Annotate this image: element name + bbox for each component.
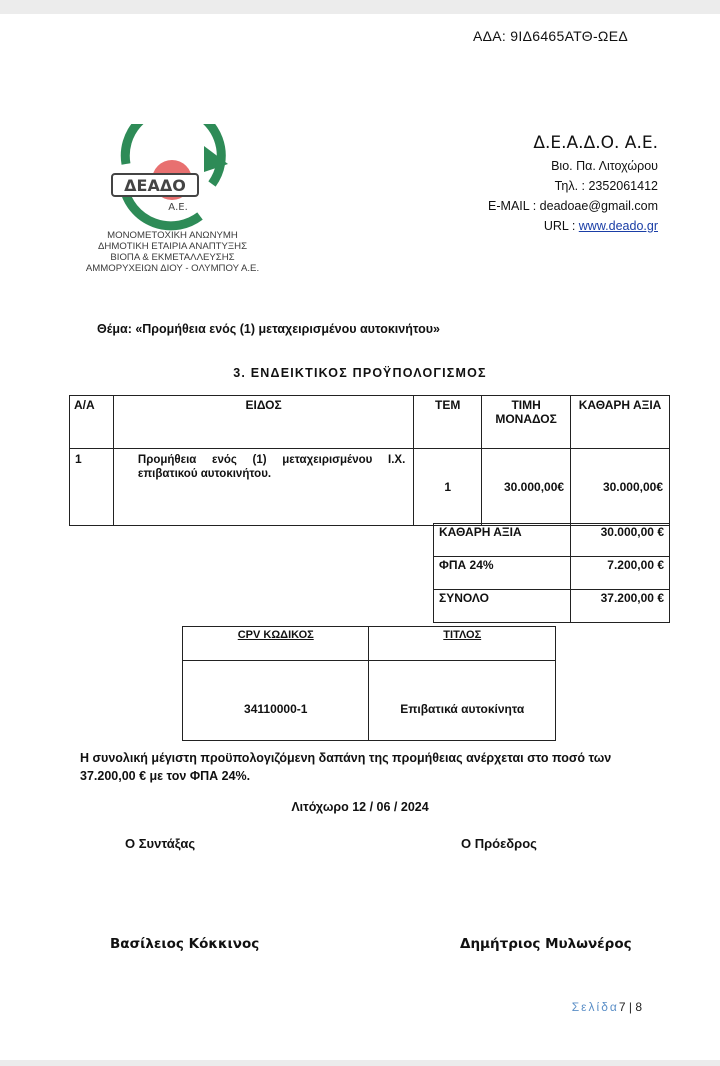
company-url-link[interactable]: www.deado.gr bbox=[578, 219, 658, 233]
table-row bbox=[183, 661, 556, 741]
totals-table bbox=[433, 523, 670, 623]
company-address: Βιο. Πα. Λιτοχώρου bbox=[551, 159, 658, 173]
header-item: ΕΙΔΟΣ bbox=[113, 396, 413, 449]
total-value: 37.200,00 € bbox=[571, 590, 670, 623]
signature-name-left: Βασίλειος Κόκκινος bbox=[110, 936, 260, 952]
total-value: 7.200,00 € bbox=[571, 557, 670, 590]
section-title: 3. ΕΝΔΕΙΚΤΙΚΟΣ ΠΡΟΫΠΟΛΟΓΙΣΜΟΣ bbox=[233, 366, 487, 380]
cpv-header-code: CPV ΚΩΔΙΚΟΣ bbox=[183, 627, 369, 661]
logo-subtitle: ΜΟΝΟΜΕΤΟΧΙΚΗ ΑΝΩΝΥΜΗ ΔΗΜΟΤΙΚΗ ΕΤΑΙΡΙΑ ΑΝΑΠΤΥΞΗΣ ΒΙΟΠΑ & ΕΚΜΕΤΑΛΛΕΥΣΗΣ ΑΜΜΟΡΥΧΕΙΩΝ ΔΙΟΥ - ΟΛΥΜΠΟΥ Α.Ε. bbox=[85, 230, 260, 274]
cpv-code: 34110000-1 bbox=[183, 661, 369, 741]
budget-table-header bbox=[70, 396, 670, 449]
cpv-table-header bbox=[183, 627, 556, 661]
company-tel: Τηλ. : 2352061412 bbox=[554, 179, 658, 193]
header-aa: Α/Α bbox=[70, 396, 114, 449]
company-name: Δ.Ε.Α.Δ.Ο. Α.Ε. bbox=[533, 133, 658, 153]
table-row bbox=[434, 557, 670, 590]
total-value: 30.000,00 € bbox=[571, 524, 670, 557]
header-unit-price: ΤΙΜΗ ΜΟΝΑΔΟΣ bbox=[482, 396, 571, 449]
row-unit-price: 30.000,00€ bbox=[482, 449, 571, 526]
subject-line: Θέμα: «Προμήθεια ενός (1) μεταχειρισμένου αυτοκινήτου» bbox=[97, 322, 440, 336]
table-row bbox=[434, 590, 670, 623]
signature-role-right: Ο Πρόεδρος bbox=[461, 836, 537, 851]
logo-suffix: Α.Ε. bbox=[168, 202, 188, 213]
total-label: ΦΠΑ 24% bbox=[434, 557, 571, 590]
logo-brand: ΔΕΑΔΟ bbox=[124, 176, 186, 195]
row-item: Προμήθεια ενός (1) μεταχειρισμένου Ι.Χ. επιβατικού αυτοκινήτου. bbox=[113, 449, 413, 526]
deado-logo bbox=[108, 124, 230, 236]
cpv-table bbox=[182, 626, 556, 741]
page-number: Σελίδα7 | 8 bbox=[571, 1000, 642, 1014]
company-info bbox=[488, 130, 658, 236]
budget-table bbox=[69, 395, 670, 526]
total-label: ΚΑΘΑΡΗ ΑΞΙΑ bbox=[434, 524, 571, 557]
row-aa: 1 bbox=[70, 449, 114, 526]
total-label: ΣΥΝΟΛΟ bbox=[434, 590, 571, 623]
header-qty: ΤΕΜ bbox=[414, 396, 482, 449]
row-net-value: 30.000,00€ bbox=[571, 449, 670, 526]
date-line: Λιτόχωρο 12 / 06 / 2024 bbox=[291, 800, 429, 814]
signature-role-left: Ο Συντάξας bbox=[125, 836, 196, 851]
company-url-line: URL : www.deado.gr bbox=[543, 219, 658, 233]
cpv-title: Επιβατικά αυτοκίνητα bbox=[369, 661, 556, 741]
signature-name-right: Δημήτριος Μυλωνέρος bbox=[460, 936, 632, 952]
cpv-header-title: ΤΙΤΛΟΣ bbox=[369, 627, 556, 661]
ada-code: ΑΔΑ: 9ΙΔ6465ΑΤΘ-ΩΕΔ bbox=[473, 28, 628, 44]
table-row bbox=[434, 524, 670, 557]
company-email: E-MAIL : deadoae@gmail.com bbox=[488, 199, 658, 213]
header-net-value: ΚΑΘΑΡΗ ΑΞΙΑ bbox=[571, 396, 670, 449]
row-qty: 1 bbox=[414, 449, 482, 526]
total-amount-text: Η συνολική μέγιστη προϋπολογιζόμενη δαπάνη της προμήθειας ανέρχεται στο ποσό των 37.200,00 € με τον ΦΠΑ 24%. bbox=[80, 751, 612, 783]
document-page bbox=[0, 14, 720, 1060]
table-row bbox=[70, 449, 670, 526]
